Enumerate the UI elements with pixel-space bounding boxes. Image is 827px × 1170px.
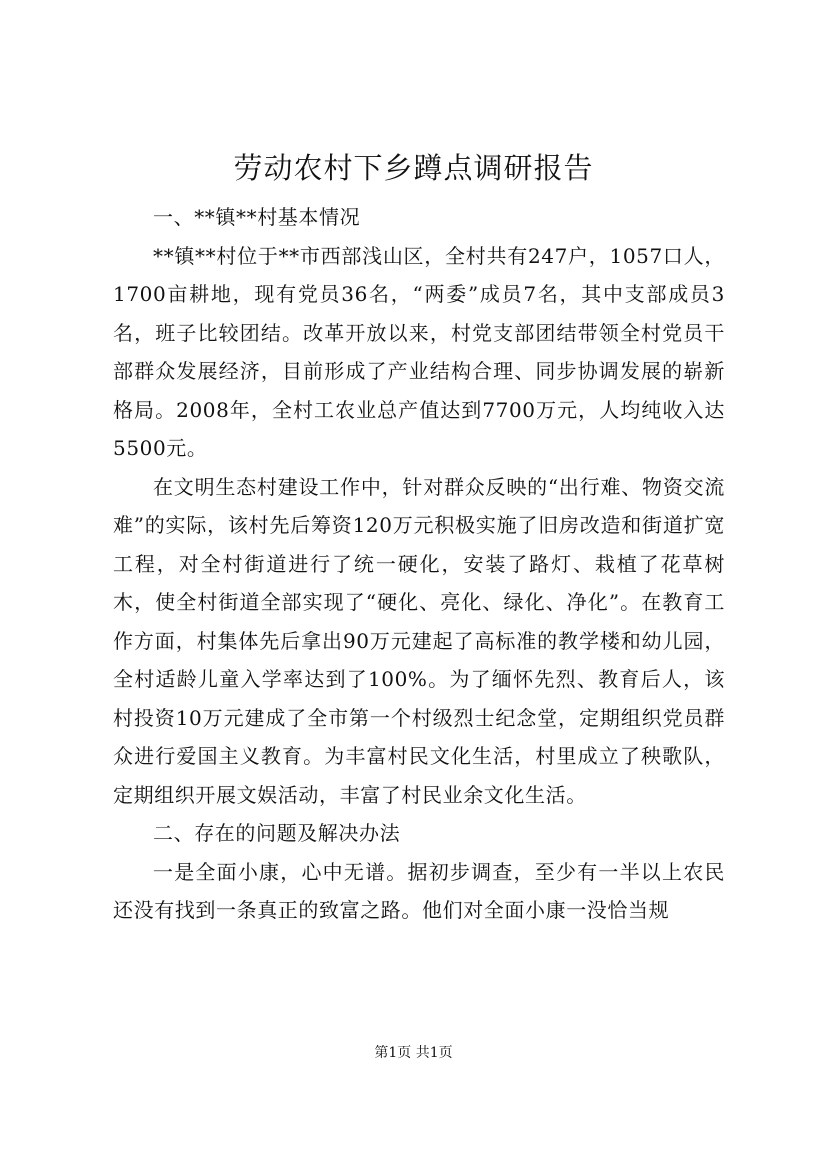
document-body	[113, 198, 725, 930]
paragraph-eco-village-construction: 在文明生态村建设工作中，针对群众反映的“出行难、物资交流难”的实际，该村先后筹资120万元积极实施了旧房改造和街道扩宽工程，对全村街道进行了统一硬化，安装了路灯、栽植了花草树木，使全村街道全部实现了“硬化、亮化、绿化、净化”。在教育工作方面，村集体先后拿出90万元建起了高标准的教学楼和幼儿园，全村适龄儿童入学率达到了100%。为了缅怀先烈、教育后人，该村投资10万元建成了全市第一个村级烈士纪念堂，定期组织党员群众进行爱国主义教育。为丰富村民文化生活，村里成立了秧歌队，定期组织开展文娱活动，丰富了村民业余文化生活。	[113, 474, 725, 807]
document-title: 劳动农村下乡蹲点调研报告	[233, 151, 594, 185]
page-footer: 第1页 共1页	[374, 1045, 453, 1061]
paragraph-village-overview: **镇**村位于**市西部浅山区，全村共有247户，1057口人，1700亩耕地，现有党员36名，“两委”成员7名，其中支部成员3名，班子比较团结。改革开放以来，村党支部团结带领全村党员干部群众发展经济，目前形成了产业结构合理、同步协调发展的崭新格局。2008年，全村工农业总产值达到7700万元，人均纯收入达5500元。	[113, 243, 725, 460]
section-heading-problems: 二、存在的问题及解决办法	[153, 821, 401, 845]
section-heading-basic-info: 一、**镇**村基本情况	[153, 205, 361, 229]
paragraph-problem-one: 一是全面小康，心中无谱。据初步调查，至少有一半以上农民还没有找到一条真正的致富之路。他们对全面小康一没恰当规	[113, 859, 725, 922]
